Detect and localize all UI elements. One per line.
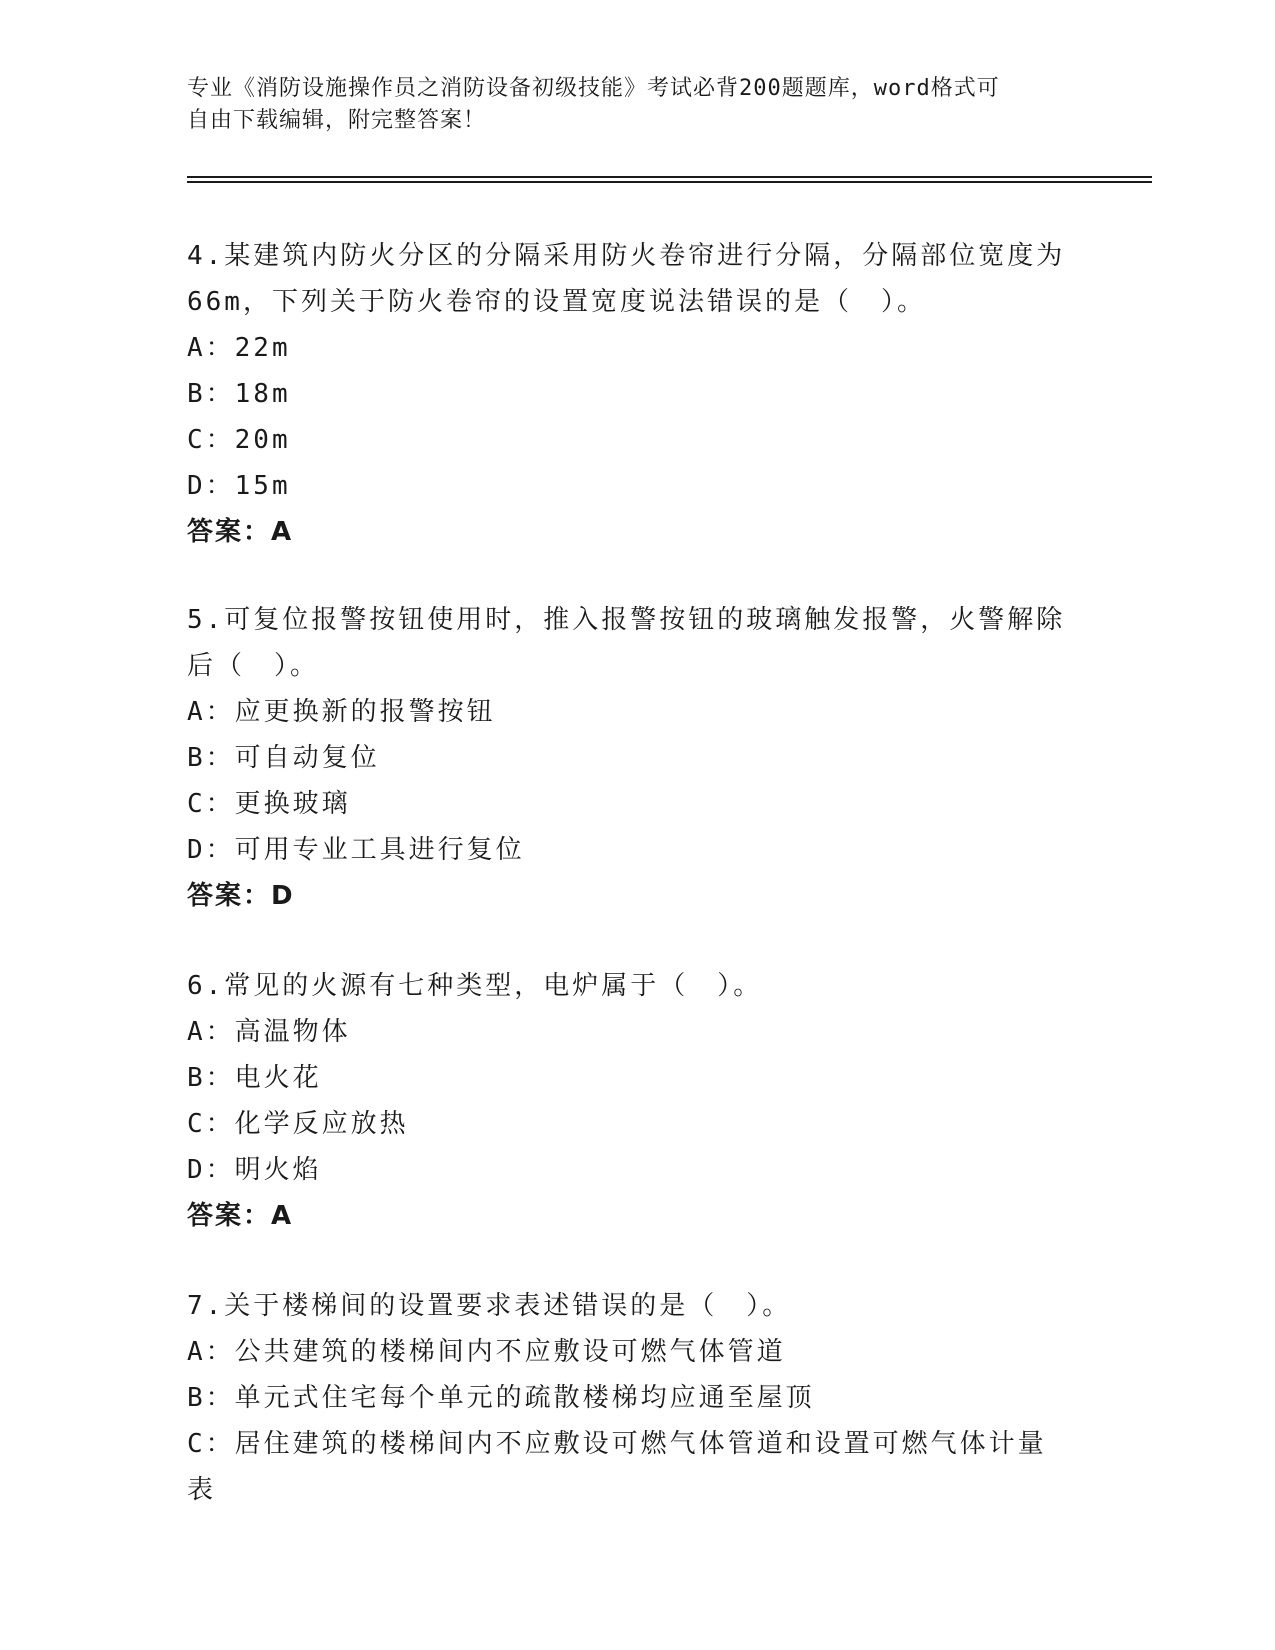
option-b: B：单元式住宅每个单元的疏散楼梯均应通至屋顶 <box>187 1383 815 1413</box>
option-a: A：应更换新的报警按钮 <box>187 697 496 727</box>
header-divider-top <box>187 176 1152 178</box>
option-b: B：18m <box>187 379 291 409</box>
question-stem-line: 4.某建筑内防火分区的分隔采用防火卷帘进行分隔，分隔部位宽度为 <box>187 241 1066 271</box>
option-d: D：15m <box>187 471 291 501</box>
question-stem-line: 6.常见的火源有七种类型，电炉属于（ ）。 <box>187 971 763 1001</box>
question-stem-line: 后（ ）。 <box>187 651 320 681</box>
option-d: D：明火焰 <box>187 1155 322 1185</box>
header-line-2: 自由下载编辑，附完整答案！ <box>187 108 487 133</box>
question-7 <box>187 1283 1067 1513</box>
option-a: A：高温物体 <box>187 1017 351 1047</box>
option-c: C：化学反应放热 <box>187 1109 409 1139</box>
answer-line: 答案：A <box>187 1201 294 1231</box>
option-c: C：居住建筑的楼梯间内不应敷设可燃气体管道和设置可燃气体计量表 <box>187 1429 1047 1505</box>
question-6 <box>187 963 1067 1239</box>
question-4 <box>187 233 1067 555</box>
option-a: A：公共建筑的楼梯间内不应敷设可燃气体管道 <box>187 1337 786 1367</box>
answer-line: 答案：A <box>187 517 294 547</box>
header-line-1: 专业《消防设施操作员之消防设备初级技能》考试必背200题题库，word格式可 <box>187 76 1000 101</box>
option-b: B：电火花 <box>187 1063 322 1093</box>
question-stem-line: 5.可复位报警按钮使用时，推入报警按钮的玻璃触发报警，火警解除 <box>187 605 1066 635</box>
option-c: C：更换玻璃 <box>187 789 351 819</box>
header-divider-bottom <box>187 181 1152 183</box>
document-header <box>187 73 1067 137</box>
option-b: B：可自动复位 <box>187 743 380 773</box>
question-stem-line: 66m，下列关于防火卷帘的设置宽度说法错误的是（ ）。 <box>187 287 926 317</box>
option-a: A：22m <box>187 333 291 363</box>
answer-line: 答案：D <box>187 881 295 911</box>
question-stem-line: 7.关于楼梯间的设置要求表述错误的是（ ）。 <box>187 1291 792 1321</box>
option-c: C：20m <box>187 425 291 455</box>
question-5 <box>187 597 1067 919</box>
option-d: D：可用专业工具进行复位 <box>187 835 525 865</box>
